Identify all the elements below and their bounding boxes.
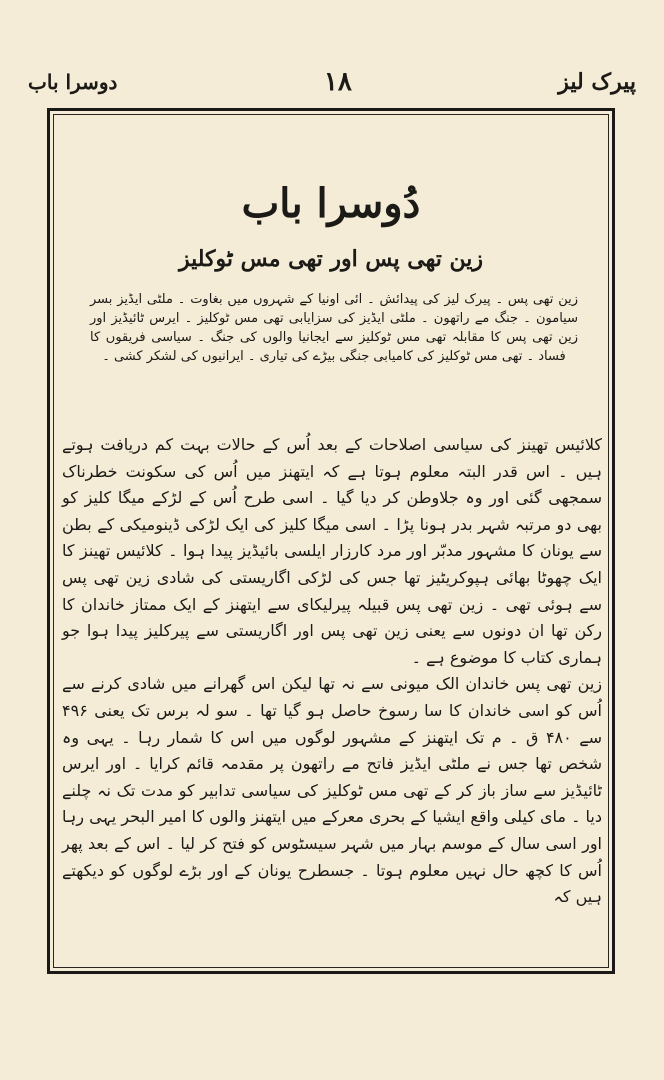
page-number: ١٨	[323, 67, 352, 97]
running-header	[28, 62, 636, 102]
chapter-label: دوسرا باب	[28, 70, 118, 94]
paragraph: کلائیس تھینز کی سیاسی اصلاحات کے بعد اُس کے حالات بہت کم دریافت ہوتے ہیں ۔ اس قدر البتہ معلوم ہوتا ہے کہ ایتھنز میں اُس کی سکونت خطرناک سمجھی گئی اور وہ جلاوطن کر دیا گیا ۔ اسی طرح اُس کے لڑکے میگا کلیز کو بھی دو مرتبہ شہر بدر ہونا پڑا ۔ اسی میگا کلیز کی ایک لڑکی ڈینومیکی کے بطن سے یونان کا مشہور مدبّر اور مرد کارزار ایلسی بائیڈیز پیدا ہوا ۔ کلائیس تھینز کا ایک چھوٹا بھائی ہپوکریٹیز تھا جس کی لڑکی اگاریستی کی شادی زین تھی پس سے ہوئی تھی ۔ زین تھی پس قبیلہ پیرلیکای سے ایتھنز کے ایک ممتاز خاندان کا رکن تھا ان دونوں سے یعنی زین تھی پس اور اگاریستی سے پیرکلیز پیدا ہوا جو ہماری کتاب کا موضوع ہے ۔	[62, 435, 602, 667]
paragraph: زین تھی پس خاندان الک میونی سے نہ تھا لیکن اس گھرانے میں شادی کرنے سے اُس کو اسی خاندان کا سا رسوخ حاصل ہو گیا تھا ۔ سو لہ برس تک یعنی ۴۹۶ سے ۴۸۰ ق ۔ م تک ایتھنز کے مشہور لوگوں میں اس کا شمار رہا ۔ یہی وہ شخص تھا جس نے ملٹی ایڈیز فاتح مے راتھون پر مقدمہ قائم کرایا ۔ اور ایرس ٹائیڈیز سے ساز باز کر کے تھی مس ٹوکلیز کی سیاسی تدابیر کو مدت تک نہ چلنے دیا ۔ مای کیلی واقع ایشیا کے بحری معرکے میں ایتھنز والوں کا امیر البحر یہی رہا اور اسی سال کے موسم بہار میں شہر سیسٹوس کو فتح کر لیا ۔ اس کے بعد پھر اُس کا کچھ حال نہیں معلوم ہوتا ۔ جسطرح یونان کے اور بڑے لوگوں کو دیکھتے ہیں کہ	[62, 674, 603, 907]
chapter-title: دُوسرا باب	[241, 180, 421, 227]
book-title: پیرک لیز	[558, 69, 636, 95]
body-text	[62, 432, 602, 911]
chapter-synopsis: زین تھی پس ۔ پیرک لیز کی پیدائش ۔ ائی اونیا کے شہروں میں بغاوت ۔ ملٹی ایڈیز بسر سیامون ۔ جنگ مے راتھون ۔ ملٹی ایڈیز کی سزایابی تھی مس ٹوکلیز ۔ ایرس ٹائیڈیز اور زین تھی پس کا مقابلہ تھی مس ٹوکلیز سے ایجانیا والوں کی جنگ ۔ سیاسی فریقوں کا فساد ۔ تھی مس ٹوکلیز کی کامیابی جنگی بیڑے کی تیاری ۔ ایرانیوں کی لشکر کشی ۔	[90, 292, 578, 364]
chapter-subtitle: زین تھی پس اور تھی مس ٹوکلیز	[178, 246, 484, 272]
